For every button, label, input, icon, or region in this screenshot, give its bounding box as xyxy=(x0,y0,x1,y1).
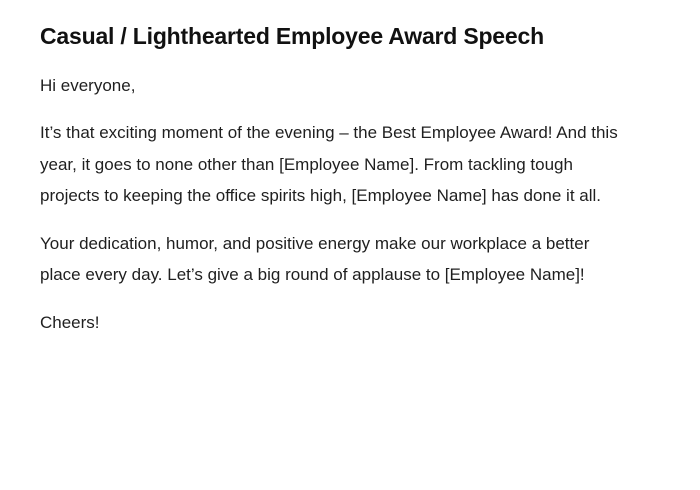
paragraph-award-announcement: It’s that exciting moment of the evening – the Best Employee Award! And this year, it goes to none other than [Employee Name]. From tackling tough projects to keeping the office spirits high, [Employee Name] has done it all. xyxy=(40,123,618,206)
paragraph-greeting: Hi everyone, xyxy=(40,75,136,95)
page-title: Casual / Lighthearted Employee Award Speech xyxy=(40,23,544,49)
paragraph-closing: Cheers! xyxy=(40,312,100,332)
paragraph-appreciation: Your dedication, humor, and positive energy make our workplace a better place every day. Let’s give a big round of applause to [Employee Name]! xyxy=(40,233,590,285)
